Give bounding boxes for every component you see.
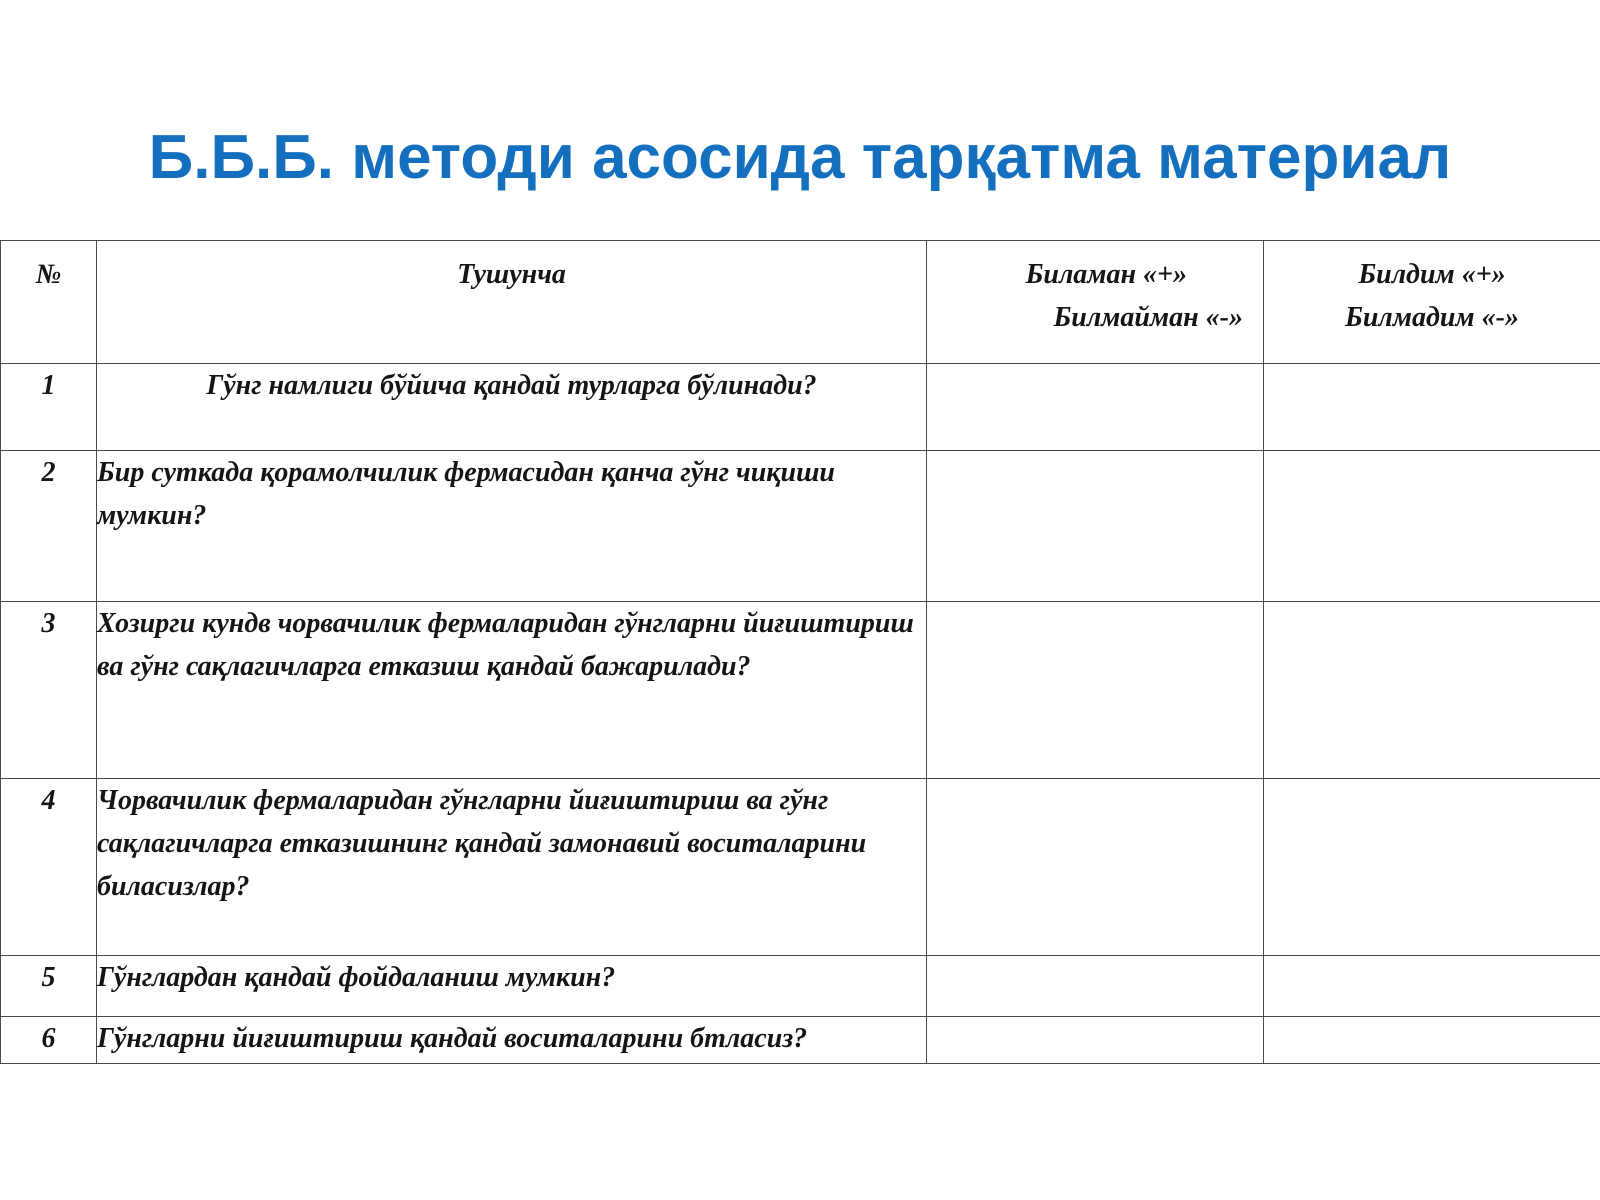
table-header-row	[1, 241, 1600, 364]
row-question: Хозирги кундв чорвачилик фермаларидан гўнгларни йиғиштириш ва гўнг сақлагичларга етказиш қандай бажарилади?	[97, 602, 927, 779]
row-question: Гўнгларни йиғиштириш қандай воситаларини бтласиз?	[97, 1017, 927, 1064]
row-number: 1	[1, 364, 97, 451]
learned-cell[interactable]	[1264, 956, 1600, 1017]
header-learned	[1264, 241, 1600, 364]
know-cell[interactable]	[927, 779, 1264, 956]
header-learned-minus: Билмадим «-»	[1345, 302, 1519, 333]
header-know-plus: Биламан «+»	[1025, 259, 1187, 290]
table-row	[1, 956, 1600, 1017]
table-row	[1, 451, 1600, 602]
row-question: Гўнг намлиги бўйича қандай турларга бўлинади?	[97, 364, 927, 451]
learned-cell[interactable]	[1264, 779, 1600, 956]
row-number: 6	[1, 1017, 97, 1064]
row-number: 2	[1, 451, 97, 602]
row-number: 4	[1, 779, 97, 956]
learned-cell[interactable]	[1264, 364, 1600, 451]
know-cell[interactable]	[927, 956, 1264, 1017]
table-row	[1, 1017, 1600, 1064]
row-question: Чорвачилик фермаларидан гўнгларни йиғиштириш ва гўнг сақлагичларга етказишнинг қандай замонавий воситаларини биласизлар?	[97, 779, 927, 956]
bbb-table	[0, 240, 1600, 1064]
learned-cell[interactable]	[1264, 602, 1600, 779]
header-number: №	[1, 241, 97, 364]
header-know-minus: Билмайман «-»	[1053, 302, 1243, 333]
page-title: Б.Б.Б. методи асосида тарқатма материал	[148, 123, 1452, 192]
row-number: 5	[1, 956, 97, 1017]
header-know	[927, 241, 1264, 364]
row-number: 3	[1, 602, 97, 779]
know-cell[interactable]	[927, 364, 1264, 451]
learned-cell[interactable]	[1264, 451, 1600, 602]
know-cell[interactable]	[927, 1017, 1264, 1064]
header-concept: Тушунча	[97, 241, 927, 364]
know-cell[interactable]	[927, 602, 1264, 779]
row-question: Гўнглардан қандай фойдаланиш мумкин?	[97, 956, 927, 1017]
table-row	[1, 602, 1600, 779]
table-row	[1, 364, 1600, 451]
header-learned-plus: Билдим «+»	[1358, 259, 1506, 290]
table-row	[1, 779, 1600, 956]
row-question: Бир суткада қорамолчилик фермасидан қанча гўнг чиқиши мумкин?	[97, 451, 927, 602]
know-cell[interactable]	[927, 451, 1264, 602]
learned-cell[interactable]	[1264, 1017, 1600, 1064]
